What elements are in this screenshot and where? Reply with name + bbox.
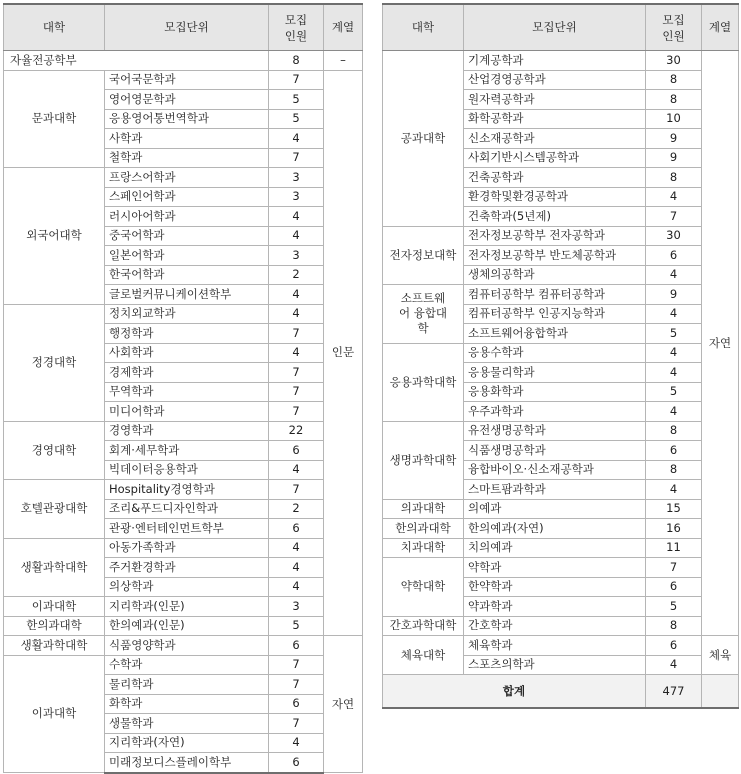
table-row — [4, 70, 363, 90]
quota-cell: 7 — [269, 480, 324, 500]
header-unit: 모집단위 — [464, 4, 646, 51]
table-row — [383, 421, 739, 441]
unit-cell: 사학과 — [105, 129, 269, 149]
college-cell: 경영대학 — [4, 421, 105, 480]
quota-cell: 22 — [269, 421, 324, 441]
unit-cell: 영어영문학과 — [105, 90, 269, 110]
quota-cell: 30 — [646, 51, 702, 71]
college-cell: 체육대학 — [383, 636, 464, 675]
unit-cell: 의상학과 — [105, 577, 269, 597]
field-cell: 자연 — [324, 636, 363, 773]
unit-cell: 응용물리학과 — [464, 363, 646, 383]
unit-cell: 한의예과(인문) — [105, 616, 269, 636]
quota-cell: 3 — [269, 246, 324, 266]
unit-cell: 응용영어통번역학과 — [105, 109, 269, 129]
unit-cell: 전자정보공학부 반도체공학과 — [464, 246, 646, 266]
header-quota — [269, 4, 324, 51]
table-row — [4, 636, 363, 656]
table-row — [383, 343, 739, 363]
table-row — [4, 538, 363, 558]
header-college: 대학 — [4, 4, 105, 51]
quota-cell: 11 — [646, 538, 702, 558]
college-cell: 문과대학 — [4, 70, 105, 168]
college-cell: 호텔관광대학 — [4, 480, 105, 539]
unit-cell: 간호학과 — [464, 616, 646, 636]
table-row — [4, 421, 363, 441]
header-quota-line2: 인원 — [662, 28, 685, 43]
header-quota-line1: 모집 — [284, 12, 308, 27]
unit-cell: 약과학과 — [464, 597, 646, 617]
unit-cell: 철학과 — [105, 148, 269, 168]
unit-cell: 한국어학과 — [105, 265, 269, 285]
admission-table-right — [382, 3, 739, 709]
unit-cell: 미디어학과 — [105, 402, 269, 422]
college-cell: 약학대학 — [383, 558, 464, 617]
total-row — [383, 675, 739, 709]
quota-cell: 9 — [646, 148, 702, 168]
unit-cell: 유전생명공학과 — [464, 421, 646, 441]
unit-cell: 건축공학과 — [464, 168, 646, 188]
quota-cell: 3 — [269, 187, 324, 207]
college-cell: 의과대학 — [383, 499, 464, 519]
college-cell: 이과대학 — [4, 655, 105, 773]
quota-cell: 6 — [269, 441, 324, 461]
quota-cell: 6 — [646, 636, 702, 656]
unit-cell: 체육학과 — [464, 636, 646, 656]
table-row — [383, 519, 739, 539]
quota-cell: 4 — [269, 577, 324, 597]
college-cell: 한의과대학 — [383, 519, 464, 539]
table-row — [4, 655, 363, 675]
unit-cell: 약학과 — [464, 558, 646, 578]
quota-cell: 7 — [269, 714, 324, 734]
quota-cell: 2 — [269, 265, 324, 285]
unit-cell: 화학과 — [105, 694, 269, 714]
unit-cell: 산업경영공학과 — [464, 70, 646, 90]
quota-cell: 7 — [646, 207, 702, 227]
quota-cell: 8 — [646, 70, 702, 90]
quota-cell: 7 — [269, 382, 324, 402]
quota-cell: 6 — [269, 753, 324, 773]
unit-cell: 스포츠의학과 — [464, 655, 646, 675]
quota-cell: 15 — [646, 499, 702, 519]
unit-cell: 사회학과 — [105, 343, 269, 363]
quota-cell: 6 — [269, 519, 324, 539]
quota-cell: 6 — [269, 636, 324, 656]
quota-cell: 7 — [269, 148, 324, 168]
quota-cell: 4 — [269, 538, 324, 558]
college-cell: 간호과학대학 — [383, 616, 464, 636]
unit-cell: 경제학과 — [105, 363, 269, 383]
unit-cell: 환경학및환경공학과 — [464, 187, 646, 207]
unit-cell: 전자정보공학부 전자공학과 — [464, 226, 646, 246]
quota-cell: 30 — [646, 226, 702, 246]
quota-cell: 6 — [646, 577, 702, 597]
admission-table-left — [3, 3, 363, 774]
quota-cell: 4 — [269, 733, 324, 753]
college-cell: 공과대학 — [383, 51, 464, 227]
quota-cell: 4 — [646, 304, 702, 324]
quota-cell: 8 — [646, 168, 702, 188]
quota-cell: 7 — [269, 655, 324, 675]
table-row — [4, 597, 363, 617]
unit-cell: 생물학과 — [105, 714, 269, 734]
unit-cell: 국어국문학과 — [105, 70, 269, 90]
quota-cell: 4 — [646, 402, 702, 422]
quota-cell: 4 — [646, 187, 702, 207]
header-quota-line2: 인원 — [284, 28, 308, 43]
table-row — [4, 616, 363, 636]
college-cell: 생활과학대학 — [4, 636, 105, 656]
quota-cell: 4 — [269, 207, 324, 227]
quota-cell: 5 — [269, 616, 324, 636]
table-row — [383, 499, 739, 519]
header-unit: 모집단위 — [105, 4, 269, 51]
unit-cell: 신소재공학과 — [464, 129, 646, 149]
unit-cell: 식품영양학과 — [105, 636, 269, 656]
quota-cell: 7 — [269, 70, 324, 90]
quota-cell: 5 — [646, 597, 702, 617]
quota-cell: 10 — [646, 109, 702, 129]
unit-cell: 의예과 — [464, 499, 646, 519]
unit-cell: 응용화학과 — [464, 382, 646, 402]
quota-cell: 4 — [269, 460, 324, 480]
quota-cell: 8 — [269, 51, 324, 71]
total-field-blank — [702, 675, 739, 709]
field-cell: – — [324, 51, 363, 71]
unit-cell: 경영학과 — [105, 421, 269, 441]
college-cell: 자율전공학부 — [4, 51, 269, 71]
field-cell: 인문 — [324, 70, 363, 636]
college-cell: 생활과학대학 — [4, 538, 105, 597]
college-cell: 치과대학 — [383, 538, 464, 558]
college-cell: 정경대학 — [4, 304, 105, 421]
unit-cell: 지리학과(인문) — [105, 597, 269, 617]
quota-cell: 16 — [646, 519, 702, 539]
unit-cell: 기계공학과 — [464, 51, 646, 71]
unit-cell: 지리학과(자연) — [105, 733, 269, 753]
unit-cell: 물리학과 — [105, 675, 269, 695]
quota-cell: 7 — [269, 675, 324, 695]
unit-cell: 아동가족학과 — [105, 538, 269, 558]
header-quota — [646, 4, 702, 51]
unit-cell: 건축학과(5년제) — [464, 207, 646, 227]
quota-cell: 6 — [269, 694, 324, 714]
unit-cell: 우주과학과 — [464, 402, 646, 422]
unit-cell: 한의예과(자연) — [464, 519, 646, 539]
quota-cell: 5 — [646, 382, 702, 402]
table-row — [383, 285, 739, 305]
quota-cell: 4 — [269, 304, 324, 324]
unit-cell: 응용수학과 — [464, 343, 646, 363]
quota-cell: 5 — [269, 90, 324, 110]
unit-cell: 중국어학과 — [105, 226, 269, 246]
header-field: 계열 — [324, 4, 363, 51]
table-row — [4, 168, 363, 188]
quota-cell: 9 — [646, 285, 702, 305]
quota-cell: 4 — [269, 226, 324, 246]
unit-cell: 컴퓨터공학부 컴퓨터공학과 — [464, 285, 646, 305]
table-row — [4, 51, 363, 71]
quota-cell: 8 — [646, 421, 702, 441]
college-cell: 외국어대학 — [4, 168, 105, 305]
quota-cell: 4 — [646, 265, 702, 285]
quota-cell: 8 — [646, 90, 702, 110]
unit-cell: 조리&푸드디자인학과 — [105, 499, 269, 519]
unit-cell: 회계·세무학과 — [105, 441, 269, 461]
unit-cell: 프랑스어학과 — [105, 168, 269, 188]
quota-cell: 4 — [269, 285, 324, 305]
unit-cell: 원자력공학과 — [464, 90, 646, 110]
unit-cell: 컴퓨터공학부 인공지능학과 — [464, 304, 646, 324]
total-quota: 477 — [646, 675, 702, 709]
unit-cell: 일본어학과 — [105, 246, 269, 266]
unit-cell: 관광·엔터테인먼트학부 — [105, 519, 269, 539]
total-label: 합계 — [383, 675, 646, 709]
header-college: 대학 — [383, 4, 464, 51]
table-header-row — [383, 4, 739, 51]
field-cell: 체육 — [702, 636, 739, 675]
quota-cell: 4 — [646, 343, 702, 363]
college-cell: 이과대학 — [4, 597, 105, 617]
quota-cell: 8 — [646, 616, 702, 636]
unit-cell: 정치외교학과 — [105, 304, 269, 324]
table-row — [383, 226, 739, 246]
quota-cell: 3 — [269, 597, 324, 617]
college-cell: 생명과학대학 — [383, 421, 464, 499]
quota-cell: 7 — [269, 324, 324, 344]
quota-cell: 9 — [646, 129, 702, 149]
quota-cell: 6 — [646, 441, 702, 461]
quota-cell: 3 — [269, 168, 324, 188]
quota-cell: 8 — [646, 460, 702, 480]
unit-cell: 러시아어학과 — [105, 207, 269, 227]
quota-cell: 4 — [269, 129, 324, 149]
unit-cell: 수학과 — [105, 655, 269, 675]
quota-cell: 5 — [646, 324, 702, 344]
unit-cell: 융합바이오·신소재공학과 — [464, 460, 646, 480]
unit-cell: 행정학과 — [105, 324, 269, 344]
unit-cell: 생체의공학과 — [464, 265, 646, 285]
unit-cell: 빅데이터응용학과 — [105, 460, 269, 480]
unit-cell: 주거환경학과 — [105, 558, 269, 578]
unit-cell: 한약학과 — [464, 577, 646, 597]
quota-cell: 7 — [269, 402, 324, 422]
quota-cell: 5 — [269, 109, 324, 129]
quota-cell: 4 — [646, 480, 702, 500]
unit-cell: 무역학과 — [105, 382, 269, 402]
quota-cell: 4 — [269, 558, 324, 578]
unit-cell: 글로벌커뮤니케이션학부 — [105, 285, 269, 305]
header-quota-line1: 모집 — [662, 12, 685, 27]
unit-cell: 사회기반시스템공학과 — [464, 148, 646, 168]
table-row — [4, 304, 363, 324]
college-cell: 전자정보대학 — [383, 226, 464, 285]
unit-cell: 치의예과 — [464, 538, 646, 558]
table-row — [383, 616, 739, 636]
unit-cell: 미래정보디스플레이학부 — [105, 753, 269, 773]
unit-cell: 소프트웨어융합학과 — [464, 324, 646, 344]
quota-cell: 6 — [646, 246, 702, 266]
quota-cell: 7 — [269, 363, 324, 383]
quota-cell: 7 — [646, 558, 702, 578]
unit-cell: Hospitality경영학과 — [105, 480, 269, 500]
table-row — [383, 636, 739, 656]
table-header-row — [4, 4, 363, 51]
college-cell: 응용과학대학 — [383, 343, 464, 421]
college-cell: 한의과대학 — [4, 616, 105, 636]
quota-cell: 4 — [646, 363, 702, 383]
unit-cell: 스페인어학과 — [105, 187, 269, 207]
quota-cell: 4 — [269, 343, 324, 363]
quota-cell: 4 — [646, 655, 702, 675]
table-row — [383, 51, 739, 71]
unit-cell: 식품생명공학과 — [464, 441, 646, 461]
quota-cell: 2 — [269, 499, 324, 519]
table-row — [4, 480, 363, 500]
header-field: 계열 — [702, 4, 739, 51]
table-row — [383, 538, 739, 558]
college-cell: 소프트웨어 융합대학 — [383, 285, 464, 344]
table-row — [383, 558, 739, 578]
field-cell: 자연 — [702, 51, 739, 636]
unit-cell: 화학공학과 — [464, 109, 646, 129]
unit-cell: 스마트팜과학과 — [464, 480, 646, 500]
